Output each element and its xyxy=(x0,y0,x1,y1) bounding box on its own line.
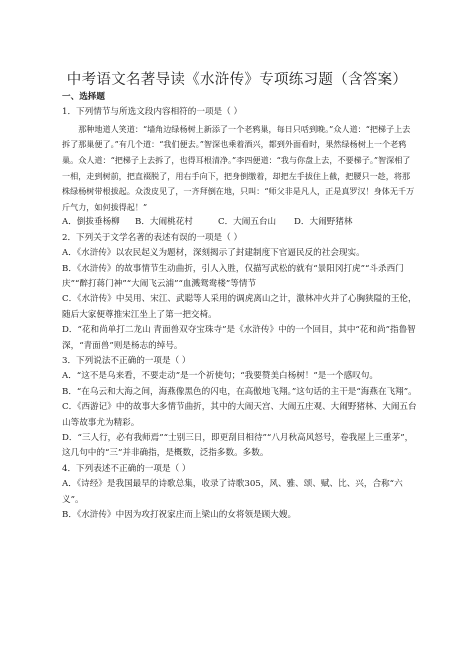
question-2-option-d: D．“花和尚单打二龙山 青面兽双夺宝珠寺”是《水浒传》中的一个回目，其中“花和尚”指鲁智深，“青面兽”则是杨志的绰号。 xyxy=(62,325,416,351)
option-a: A．倒拔垂杨柳 xyxy=(62,217,120,228)
question-3-stem: 3．下列说法不正确的一项是（ ） xyxy=(62,356,191,367)
question-3-option-a: A．“这不是乌来看，不要走动”是一个祈使句；“我要赞美白杨树！”是一个感叹句。 xyxy=(62,371,378,382)
question-list xyxy=(62,90,417,524)
option-c: C．大闹五台山 xyxy=(218,217,277,228)
question-2-option-c: C．《水浒传》中吴用、宋江、武聪等人采用的调虎离山之计，激林冲火并了心胸狭隘的王伦，随后大家便尊推宋江坐上了第一把交椅。 xyxy=(62,294,417,320)
question-4-stem: 4．下列表述不正确的一项是（ ） xyxy=(62,463,191,474)
question-3-option-d: D．“三人行，必有我师焉”“士别三日，即更刮目相待”“八月秋高风怒号，卷我屋上三重茅”，这几句中的“三”并非确指，是概数，泛指多数。多数。 xyxy=(62,433,414,459)
question-2-option-a: A．《水浒传》以农民起义为题材，深刻揭示了封建制度下官逼民反的社会现实。 xyxy=(62,248,365,259)
question-3-option-c: C．《西游记》中的故事大多情节曲折，其中的大闹天宫、大闹五庄观、大闹野猪林、大闹五台山等故事尤为精彩。 xyxy=(62,402,417,428)
question-1-options xyxy=(62,215,417,230)
question-1-passage: 那种地道人笑道：“墙角边绿杨树上新添了一个老鸦巢，每日只咶到晚。”众人道：“把梯子上去拆了那巢便了。”有几个道：“我们便去。”智深也乘着酒兴，都到外面看时，果然绿杨树上一个老鸦巢。众人道：“把梯子上去拆了，也得耳根清净。”李四便道：“我与你盘上去，不要梯子。”智深相了一相，走到树前，把直裰脱了，用右手向下，把身倒缴着，却把左手拔住上截，把腰只一趁，将那株绿杨树带根拔起。众泼皮见了，一齐拜倒在地，只叫：“师父非是凡人，正是真罗汉！身体无千万斤气力，如何拔得起！” xyxy=(62,123,415,212)
question-4-option-b: B．《水浒传》中因为攻打祝家庄而上梁山的女将领是顾大嫂。 xyxy=(62,510,297,521)
option-b: B．大闹桃花村 xyxy=(135,217,193,228)
question-4-option-a: A．《诗经》是我国最早的诗歌总集，收录了诗歌305，风、雅、颂、赋、比、兴，合称“六义”。 xyxy=(62,479,403,505)
section-heading: 一、选择题 xyxy=(62,92,105,102)
question-2-option-b: B．《水浒传》的故事情节生动曲折，引人入胜，仅描写武松的就有“景阳冈打虎”“斗杀西门庆”“醉打蒋门神”“大闹飞云浦”“血溅鸳鸯楼”等情节 xyxy=(62,263,404,289)
question-2-stem: 2．下列关于文学名著的表述有误的一项是（ ） xyxy=(62,232,243,243)
option-d: D．大闹野猪林 xyxy=(294,217,353,228)
page-title: 中考语文名著导读《水浒传》专项练习题（含答案） xyxy=(66,72,408,88)
question-3-option-b: B．“在乌云和大海之间，海燕像黑色的闪电，在高傲地飞翔。”这句话的主干是“海燕在飞翔”。 xyxy=(62,386,417,397)
question-1-stem: 1．下列情节与所选文段内容相符的一项是（ ） xyxy=(62,107,243,118)
